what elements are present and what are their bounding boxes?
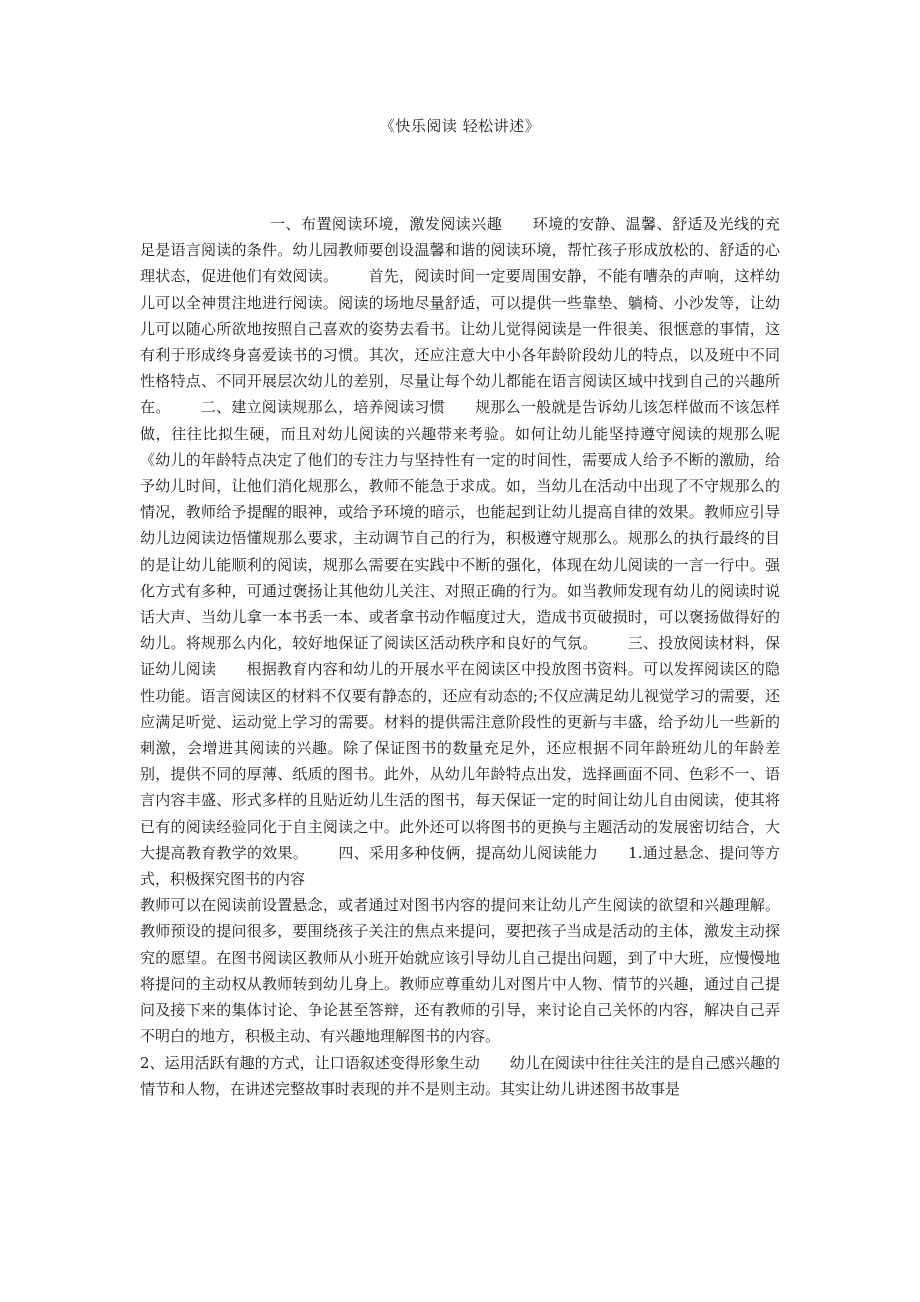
section-heading-3: 三、投放阅读材料，保证幼儿阅读 bbox=[140, 634, 780, 679]
paragraph: 规那么一般就是告诉幼儿该怎样做而不该怎样做，往往比拟生硬，而且对幼儿阅读的兴趣带来考验。如何让幼儿能坚持遵守阅读的规那么呢《幼儿的年龄特点决定了他们的专注力与坚持性有一定的时间性，需要成人给予不断的激励，给予幼儿时间，让他们消化规那么，教师不能急于求成。如，当幼儿在活动中出现了不守规那么的情况，教师给予提醒的眼神，或给予环境的暗示，也能起到让幼儿提高自律的效果。教师应引导幼儿边阅读边悟懂规那么要求，主动调节自己的行为，积极遵守规那么。规那么的执行最终的目的是让幼儿能顺利的阅读，规那么需要在实践中不断的强化，体现在幼儿阅读的一言一行中。强化方式有多种，可通过褒扬让其他幼儿关注、对照正确的行为。如当教师发现有幼儿的阅读时说话大声、当幼儿拿一本书丢一本、或者拿书动作幅度过大，造成书页破损时，可以褒扬做得好的幼儿。将规那么内化，较好地保证了阅读区活动秩序和良好的气氛。 bbox=[140, 398, 780, 653]
subsection-heading-1: 1.通过悬念、提问等方式，积极探究图书的内容 bbox=[140, 843, 780, 889]
document-body bbox=[140, 211, 780, 1102]
document-title: 《快乐阅读 轻松讲述》 bbox=[379, 117, 541, 135]
paragraph: 根据教育内容和幼儿的开展水平在阅读区中投放图书资料。可以发挥阅读区的隐性功能。语言阅读区的材料不仅要有静态的，还应有动态的;不仅应满足幼儿视觉学习的需要，还应满足听觉、运动觉上学习的需要。材料的提供需注意阶段性的更新与丰盛，给予幼儿一些新的刺激，会增进其阅读的兴趣。除了保证图书的数量充足外，还应根据不同年龄班幼儿的年龄差别，提供不同的厚薄、纸质的图书。此外，从幼儿年龄特点出发，选择画面不同、色彩不一、语言内容丰盛、形式多样的且贴近幼儿生活的图书，每天保证一定的时间让幼儿自由阅读，使其将已有的阅读经验同化于自主阅读之中。此外还可以将图书的更换与主题活动的发展密切结合，大大提高教育教学的效果。 bbox=[140, 660, 780, 862]
paragraph: 教师可以在阅读前设置悬念，或者通过对图书内容的提问来让幼儿产生阅读的欲望和兴趣理解。教师预设的提问很多，要围绕孩子关注的焦点来提问，要把孩子当成是活动的主体，激发主动探究的愿望。在图书阅读区教师从小班开始就应该引导幼儿自己提出问题，到了中大班，应慢慢地将提问的主动权从教师转到幼儿身上。教师应尊重幼儿对图片中人物、情节的兴趣，通过自己提问及接下来的集体讨论、争论甚至答辩，还有教师的引导，来讨论自己关怀的内容，解决自己弄不明白的地方，积极主动、有兴趣地理解图书的内容。 bbox=[140, 896, 780, 1046]
paragraph: 幼儿在阅读中往往关注的是自己感兴趣的情节和人物，在讲述完整故事时表现的并不是则主动。其实让幼儿讲述图书故事是 bbox=[140, 1053, 780, 1098]
section-heading-4: 四、采用多种伎俩，提高幼儿阅读能力 bbox=[338, 843, 599, 862]
section-heading-1: 一、布置阅读环境，激发阅读兴趣 bbox=[270, 215, 503, 233]
paragraph: 环境的安静、温馨、舒适及光线的充足是语言阅读的条件。幼儿园教师要创设温馨和谐的阅读环境，帮忙孩子形成放松的、舒适的心理状态，促进他们有效阅读。 bbox=[140, 215, 780, 286]
section-heading-2: 二、建立阅读规那么，培养阅读习惯 bbox=[200, 398, 445, 417]
paragraph: 首先，阅读时间一定要周围安静，不能有嘈杂的声响，这样幼儿可以全神贯注地进行阅读。阅读的场地尽量舒适，可以提供一些靠垫、躺椅、小沙发等，让幼儿可以随心所欲地按照自己喜欢的姿势去看书。让幼儿觉得阅读是一件很美、很惬意的事情，这有利于形成终身喜爱读书的习惯。其次，还应注意大中小各年龄阶段幼儿的特点，以及班中不同性格特点、不同开展层次幼儿的差别，尽量让每个幼儿都能在语言阅读区域中找到自己的兴趣所在。 bbox=[140, 267, 780, 417]
subsection-heading-2: 2、运用活跃有趣的方式，让口语叙述变得形象生动 bbox=[140, 1053, 480, 1072]
